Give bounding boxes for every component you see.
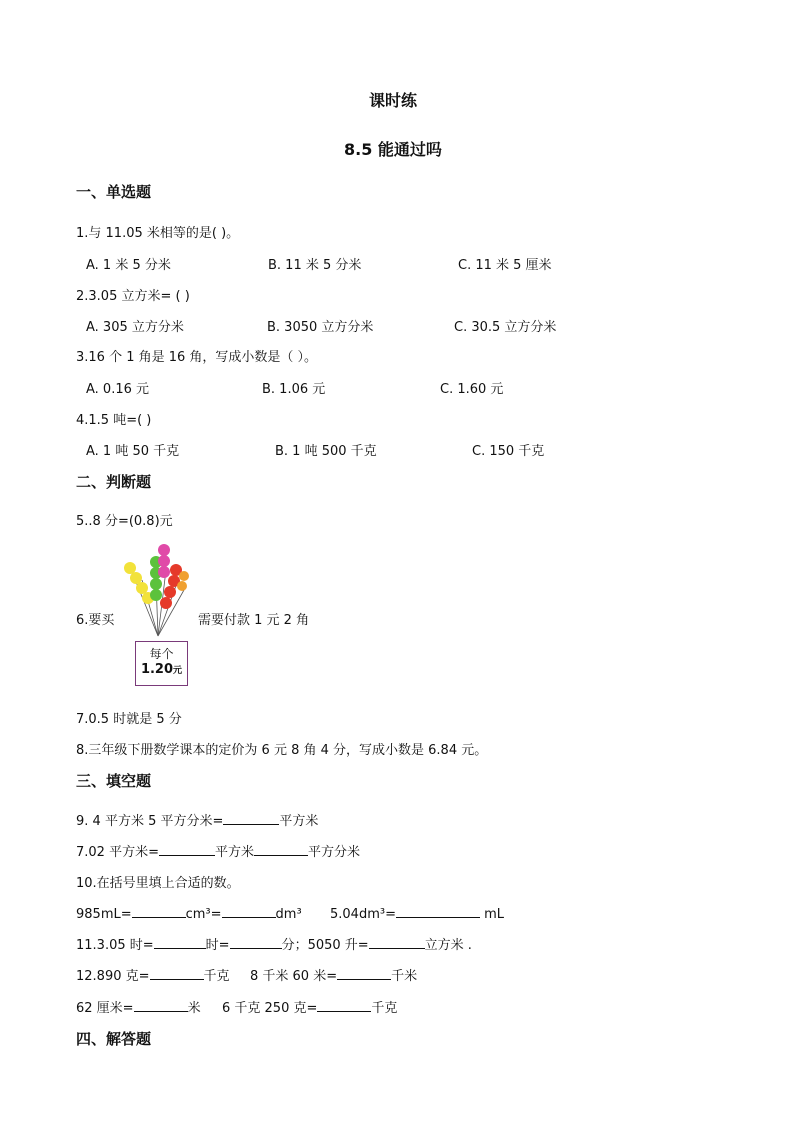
q2-option-b: B. 3050 立方分米 <box>267 320 374 335</box>
answer-blank[interactable] <box>254 841 308 856</box>
q3-option-a: A. 0.16 元 <box>86 382 150 397</box>
question-12b: 62 厘米= 米 <box>76 997 201 1016</box>
question-11: 11.3.05 时= 时= 分；5050 升= 立方米 . <box>76 934 472 953</box>
question-12-part2: 8 千米 60 米= 千米 <box>250 965 417 984</box>
question-10: 10.在括号里填上合适的数。 <box>76 876 240 891</box>
q2-option-c: C. 30.5 立方分米 <box>454 320 557 335</box>
price-tag-value: 1.20元 <box>140 662 183 677</box>
page-title: 课时练 <box>369 91 418 110</box>
answer-blank[interactable] <box>132 903 186 918</box>
answer-blank[interactable] <box>134 997 188 1012</box>
question-6-suffix: 需要付款 1 元 2 角 <box>198 613 310 628</box>
section-heading-problems: 四、解答题 <box>76 1030 152 1048</box>
question-4: 4.1.5 吨=( ) <box>76 413 152 428</box>
answer-blank[interactable] <box>317 997 371 1012</box>
answer-blank[interactable] <box>223 810 279 825</box>
question-7: 7.0.5 时就是 5 分 <box>76 712 182 727</box>
q3-option-c: C. 1.60 元 <box>440 382 504 397</box>
question-9b: 7.02 平方米= 平方米 平方分米 <box>76 841 360 860</box>
question-6-prefix: 6.要买 <box>76 613 115 628</box>
question-3: 3.16 个 1 角是 16 角，写成小数是（ ）。 <box>76 350 318 365</box>
q4-option-b: B. 1 吨 500 千克 <box>275 444 377 459</box>
answer-blank[interactable] <box>222 903 276 918</box>
question-2: 2.3.05 立方米= ( ) <box>76 289 190 304</box>
q1-option-c: C. 11 米 5 厘米 <box>458 258 552 273</box>
answer-blank[interactable] <box>230 934 282 949</box>
section-heading-true-false: 二、判断题 <box>76 473 152 491</box>
answer-blank[interactable] <box>396 903 480 918</box>
page-subtitle: 8.5 能通过吗 <box>344 140 442 159</box>
balloons-image <box>118 540 198 640</box>
answer-blank[interactable] <box>337 965 391 980</box>
answer-blank[interactable] <box>150 965 204 980</box>
q4-option-c: C. 150 千克 <box>472 444 545 459</box>
question-8: 8.三年级下册数学课本的定价为 6 元 8 角 4 分，写成小数是 6.84 元。 <box>76 743 488 758</box>
section-heading-single-choice: 一、单选题 <box>76 183 152 201</box>
question-9: 9. 4 平方米 5 平方分米= 平方米 <box>76 810 318 829</box>
q1-option-b: B. 11 米 5 分米 <box>268 258 362 273</box>
section-heading-fill-in: 三、填空题 <box>76 772 152 790</box>
question-5: 5..8 分=(0.8)元 <box>76 514 173 529</box>
answer-blank[interactable] <box>159 841 215 856</box>
question-10a: 985mL= cm³= dm³ <box>76 903 302 922</box>
question-10b: 5.04dm³= mL <box>330 903 504 922</box>
question-1: 1.与 11.05 米相等的是( )。 <box>76 226 240 241</box>
price-tag-unit: 元 <box>173 666 183 676</box>
q3-option-b: B. 1.06 元 <box>262 382 326 397</box>
q2-option-a: A. 305 立方分米 <box>86 320 184 335</box>
question-12: 12.890 克= 千克 <box>76 965 230 984</box>
price-tag <box>135 641 188 686</box>
answer-blank[interactable] <box>369 934 425 949</box>
answer-blank[interactable] <box>154 934 206 949</box>
q4-option-a: A. 1 吨 50 千克 <box>86 444 180 459</box>
q1-option-a: A. 1 米 5 分米 <box>86 258 171 273</box>
price-tag-label: 每个 <box>149 647 174 661</box>
question-12b-part2: 6 千克 250 克= 千克 <box>222 997 397 1016</box>
